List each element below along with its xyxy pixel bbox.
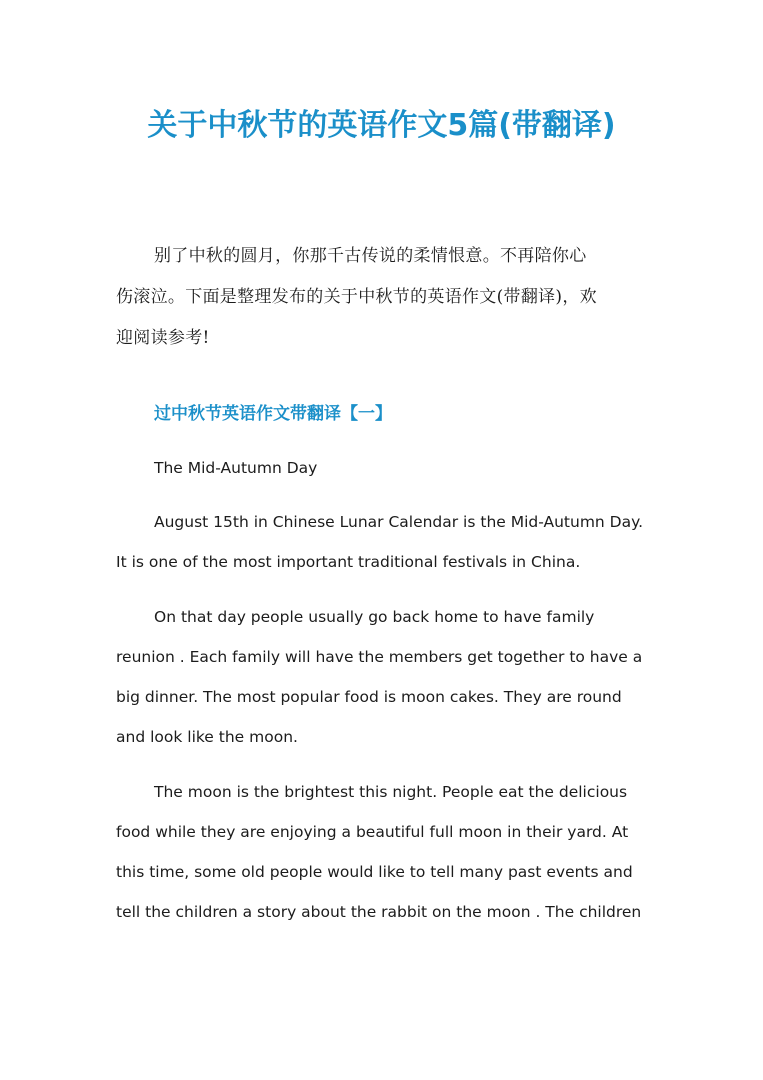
intro-line: 伤滚泣。下面是整理发布的关于中秋节的英语作文(带翻译)，欢 xyxy=(116,287,597,307)
intro-line: 别了中秋的圆月，你那千古传说的柔情恨意。不再陪你心 xyxy=(154,246,587,266)
paragraph-line: August 15th in Chinese Lunar Calendar is the Mid-Autumn Day. xyxy=(154,513,644,531)
essay-paragraph xyxy=(116,772,648,932)
paragraph-line: It is one of the most important traditional festivals in China. xyxy=(116,553,581,571)
essay-paragraph xyxy=(116,597,648,757)
paragraph-line: The moon is the brightest this night. People eat the delicious xyxy=(154,783,628,801)
paragraph-line: food while they are enjoying a beautiful full moon in their yard. At xyxy=(116,823,629,841)
paragraph-line: this time, some old people would like to tell many past events and xyxy=(116,863,633,881)
intro-paragraph xyxy=(116,236,648,359)
essay-title-text: The Mid-Autumn Day xyxy=(154,459,318,477)
essay-paragraph xyxy=(116,502,648,582)
paragraph-line: reunion . Each family will have the members get together to have a xyxy=(116,648,643,666)
section-heading: 过中秋节英语作文带翻译【一】 xyxy=(154,404,392,424)
document-title: 关于中秋节的英语作文5篇(带翻译) xyxy=(147,108,616,143)
intro-line: 迎阅读参考! xyxy=(116,328,210,348)
paragraph-line: tell the children a story about the rabbit on the moon . The children xyxy=(116,903,642,921)
paragraph-line: and look like the moon. xyxy=(116,728,298,746)
paragraph-line: big dinner. The most popular food is moon cakes. They are round xyxy=(116,688,622,706)
paragraph-line: On that day people usually go back home to have family xyxy=(154,608,595,626)
essay-title xyxy=(116,448,648,488)
